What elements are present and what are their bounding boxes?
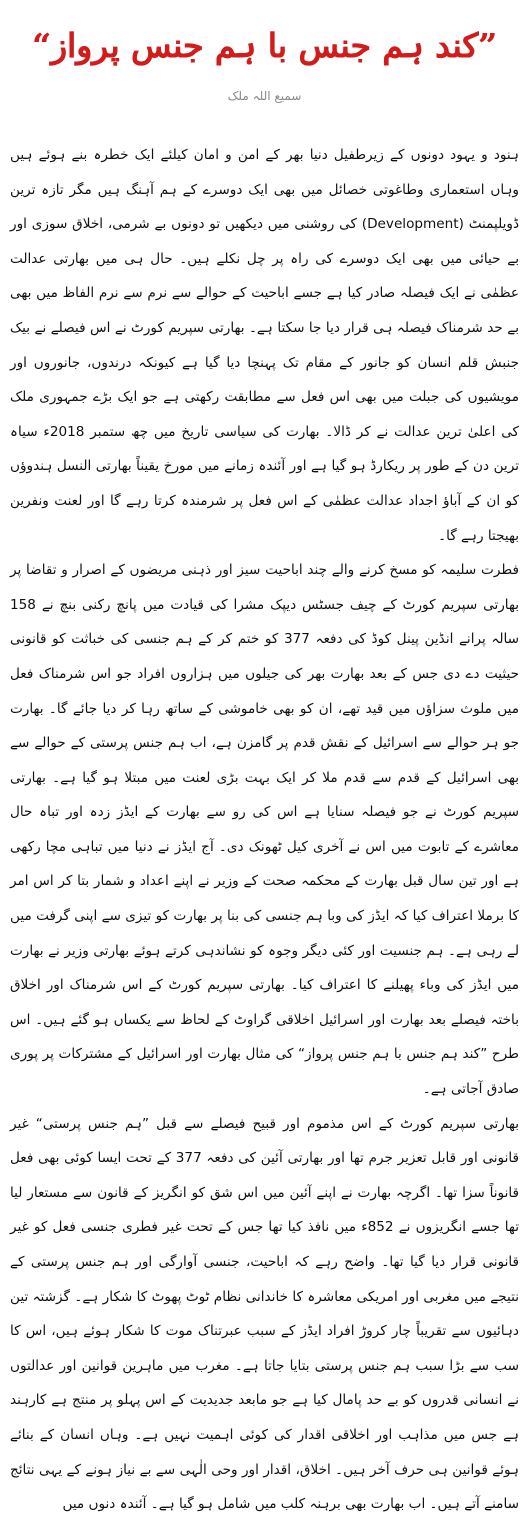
author-byline: سمیع اللہ ملک [227, 89, 302, 103]
article-paragraph: ہنود و یہود دونوں کے زیرطفیل دنیا بھر کے امن و امان کیلئے ایک خطرہ بنے ہوئے ہیں وہاں استعماری وطاغوتی خصائل میں بھی ایک دوسرے کے ہم آہنگ ہیں مگر تازہ ترین ڈویلپمنٹ (Development) کی روشنی میں دیکھیں تو دونوں بے شرمی، اخلاق سوزی اور بے حیائی میں بھی ایک دوسرے کی راہ پر چل نکلے ہیں۔ حال ہی میں بھارتی عدالت عظمٰی نے ایک فیصلہ صادر کیا ہے جسے اباحیت کے حوالے سے نرم سے نرم الفاظ میں بھی بے حد شرمناک فیصلہ ہی قرار دیا جا سکتا ہے۔ بھارتی سپریم کورٹ نے اس فیصلے نے بیک جنبش قلم انسان کو جانور کے مقام تک پہنچا دیا گیا ہے کیونکہ درندوں، جانوروں اور مویشیوں کی جبلت میں بھی اس فعل سے مطابقت رکھتی ہے جو ایک بڑے جمہوری ملک کی اعلیٰ ترین عدالت نے کر ڈالا۔ بھارت کی سیاسی تاریخ میں چھ ستمبر 2018ء سیاہ ترین دن کے طور پر ریکارڈ ہو گیا ہے اور آئندہ زمانے میں مورخ یقیناً بھارتی النسل ہندوؤں کو ان کے آباؤ اجداد عدالت عظمٰی کے اس فعل پر شرمندہ کرتا رہے گا اور لعنت ونفرین بھیجتا رہے گا۔ [10, 147, 520, 544]
article-headline: ”کند ہم جنس با ہم جنس پرواز“ [31, 26, 497, 65]
article-paragraph: بھارتی سپریم کورٹ کے اس مذموم اور قبیح فیصلے سے قبل ”ہم جنس پرستی“ غیر قانونی اور قابل تعزیر جرم تھا اور بھارتی آئین کی دفعہ 377 کے تحت ایسا کوئی بھی فعل قانوناً سزا تھا۔ اگرچہ بھارت نے اپنے آئین میں اس شق کو انگریز کے قانون سے مستعار لیا تھا جسے انگریزوں نے 852ء میں نافذ کیا تھا جس کے تحت غیر فطری جنسی فعل کو غیر قانونی قرار دیا گیا تھا۔ واضح رہے کہ اباحیت، جنسی آوارگی اور ہم جنس پرستی کے نتیجے میں مغربی اور امریکی معاشرہ کا خاندانی نظام ٹوٹ پھوٹ کا شکار ہے۔ گزشتہ تین دہائیوں سے تقریباً چار کروڑ افراد ایڈز کے سبب عبرتناک موت کا شکار ہوئے ہیں، اس کا سب سے بڑا سبب ہم جنس پرستی بتایا جاتا ہے۔ مغرب میں ماہرین قوانین اور عدالتوں نے انسانی قدروں کو بے حد پامال کیا ہے جو مابعد جدیدیت کے اس پہلو پر منتج ہے کارہند ہے جس میں مذاہب اور اخلاقی اقدار کی کوئی اہمیت نہیں ہے۔ وہاں انسان کے بنائے ہوئے قوانین ہی حرف آخر ہیں۔ اخلاق، اقدار اور وحی الٰہی سے بے نیاز ہونے کے یہی نتائج سامنے آتے ہیں۔ اب بھارت بھی برہنہ کلب میں شامل ہو گیا ہے۔ آئندہ دنوں میں [10, 1115, 519, 1513]
article-paragraph: فطرت سلیمہ کو مسخ کرنے والے چند اباحیت سیز اور ذہنی مریضوں کے اصرار و تقاضا پر بھارتی سپریم کورٹ کے چیف جسٹس دیپک مشرا کی قیادت میں پانچ رکنی بنچ نے 158 سالہ پرانے انڈین پینل کوڈ کی دفعہ 377 کو ختم کر کے ہم جنسی کی خباثت کو قانونی حیثیت دے دی جس کے بعد بھارت بھر کی جیلوں میں ہزاروں افراد جو اس شرمناک فعل میں ملوث سزاؤں میں قید تھے، ان کو بھی خاموشی کے ساتھ رہا کر دیا جائے گا۔ بھارت جو ہر حوالے سے اسرائیل کے نقش قدم پر گامزن ہے، اب ہم جنس پرستی کے حوالے سے بھی اسرائیل کے قدم سے قدم ملا کر ایک بہت بڑی لعنت میں مبتلا ہو گیا ہے۔ بھارتی سپریم کورٹ نے جو فیصلہ سنایا ہے اس کی رو سے بھارت کے ایڈز زدہ اور تباہ حال معاشرے کے تابوت میں اس نے آخری کیل ٹھونک دی۔ آج ایڈز نے دنیا میں تباہی مچا رکھی ہے اور تین سال قبل بھارت کے محکمہ صحت کے وزیر نے اپنے اعداد و شمار بتا کر اس امر کا برملا اعتراف کیا کہ ایڈز کی وبا ہم جنسی کی بنا پر بھارت کو تیزی سے اپنی گرفت میں لے رہی ہے۔ ہم جنسیت اور کئی دیگر وجوہ کو نشاندہی کرتے ہوئے بھارتی وزیر نے بھارت میں ایڈز کی وباء پھیلنے کا اعتراف کیا۔ بھارتی سپریم کورٹ کے اس شرمناک اور اخلاق باختہ فیصلے بعد بھارت اور اسرائیل اخلاقی گراوٹ کے لحاظ سے یکساں ہو گئے ہیں۔ اس طرح ”کند ہم جنس با ہم جنس پرواز“ کی مثال بھارت اور اسرائیل کے مشترکات پر پوری صادق آجاتی ہے۔ [10, 562, 520, 1098]
article-body [10, 138, 519, 1522]
